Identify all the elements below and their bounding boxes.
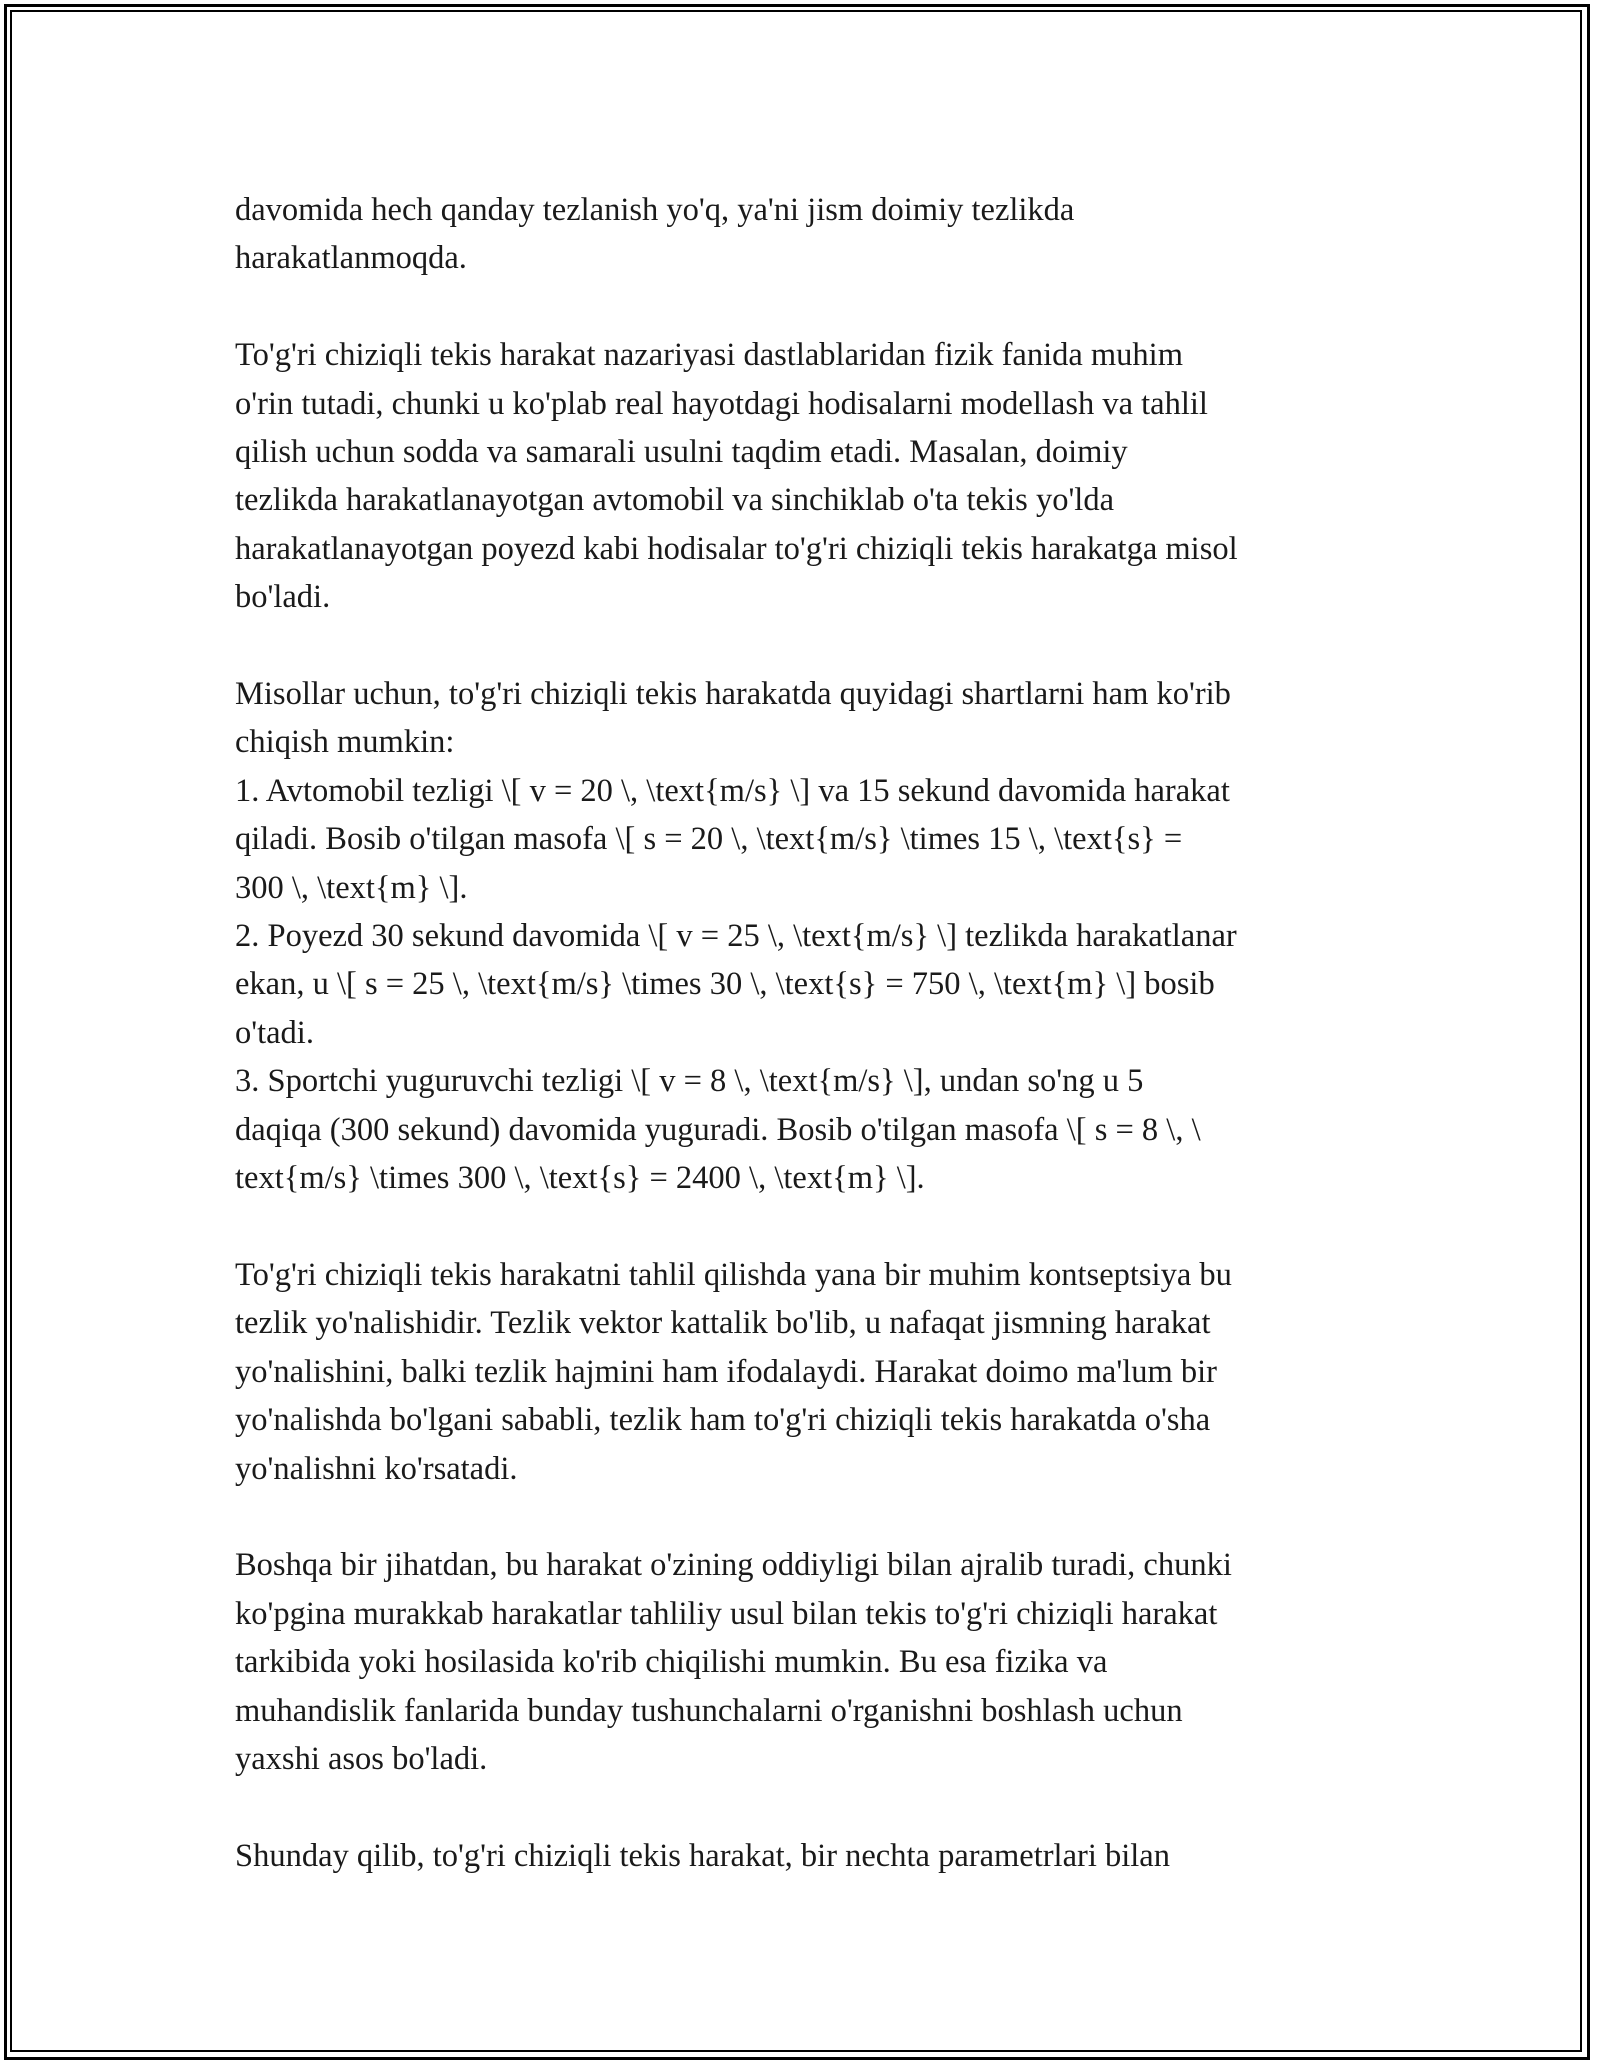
- text-line: bo'ladi.: [235, 579, 331, 616]
- text-line: harakatlanayotgan poyezd kabi hodisalar to'g'ri chiziqli tekis harakatga misol: [235, 530, 1238, 567]
- text-line: 3. Sportchi yuguruvchi tezligi \[ v = 8 \, \text{m/s} \], undan so'ng u 5: [235, 1063, 1144, 1100]
- text-line: ko'pgina murakkab harakatlar tahliliy usul bilan tekis to'g'ri chiziqli harakat: [235, 1595, 1218, 1632]
- text-line: To'g'ri chiziqli tekis harakat nazariyasi dastlablaridan fizik fanida muhim: [235, 337, 1183, 374]
- paragraph: [235, 1541, 1375, 1783]
- text-line: davomida hech qanday tezlanish yo'q, ya'ni jism doimiy tezlikda: [235, 192, 1075, 228]
- text-line: yo'nalishni ko'rsatadi.: [235, 1450, 518, 1487]
- text-line: chiqish mumkin:: [235, 724, 455, 761]
- text-line: ekan, u \[ s = 25 \, \text{m/s} \times 30 \, \text{s} = 750 \, \text{m} \] bosib: [235, 966, 1215, 1003]
- text-line: tezlikda harakatlanayotgan avtomobil va sinchiklab o'ta tekis yo'lda: [235, 482, 1115, 519]
- text-line: yo'nalishini, balki tezlik hajmini ham ifodalaydi. Harakat doimo ma'lum bir: [235, 1353, 1217, 1390]
- text-line: tezlik yo'nalishidir. Tezlik vektor kattalik bo'lib, u nafaqat jismning harakat: [235, 1305, 1211, 1342]
- text-line: tarkibida yoki hosilasida ko'rib chiqilishi mumkin. Bu esa fizika va: [235, 1644, 1108, 1681]
- paragraph: [235, 331, 1375, 621]
- paragraph: [235, 1251, 1375, 1493]
- text-line: o'tadi.: [235, 1014, 314, 1051]
- text-line: 1. Avtomobil tezligi \[ v = 20 \, \text{m/s} \] va 15 sekund davomida harakat: [235, 772, 1230, 809]
- text-line: To'g'ri chiziqli tekis harakatni tahlil qilishda yana bir muhim kontseptsiya bu: [235, 1256, 1232, 1293]
- text-line: harakatlanmoqda.: [235, 240, 467, 277]
- text-line: 300 \, \text{m} \].: [235, 869, 468, 906]
- text-line: daqiqa (300 sekund) davomida yuguradi. Bosib o'tilgan masofa \[ s = 8 \, \: [235, 1111, 1201, 1148]
- text-line: o'rin tutadi, chunki u ko'plab real hayotdagi hodisalarni modellash va tahlil: [235, 385, 1208, 422]
- text-line: muhandislik fanlarida bunday tushunchalarni o'rganishni boshlash uchun: [235, 1692, 1183, 1729]
- paragraph: [235, 186, 1375, 283]
- text-line: yo'nalishda bo'lgani sababli, tezlik ham to'g'ri chiziqli tekis harakatda o'sha: [235, 1402, 1211, 1439]
- text-line: qilish uchun sodda va samarali usulni taqdim etadi. Masalan, doimiy: [235, 434, 1128, 471]
- document-body: [235, 186, 1375, 1880]
- text-line: yaxshi asos bo'ladi.: [235, 1740, 488, 1777]
- text-line: qiladi. Bosib o'tilgan masofa \[ s = 20 \, \text{m/s} \times 15 \, \text{s} =: [235, 821, 1183, 858]
- text-line: text{m/s} \times 300 \, \text{s} = 2400 \, \text{m} \].: [235, 1160, 925, 1197]
- text-line: Shunday qilib, to'g'ri chiziqli tekis harakat, bir nechta parametrlari bilan: [235, 1837, 1170, 1874]
- text-line: Misollar uchun, to'g'ri chiziqli tekis harakatda quyidagi shartlarni ham ko'rib: [235, 676, 1231, 713]
- paragraph: [235, 670, 1375, 1202]
- text-line: 2. Poyezd 30 sekund davomida \[ v = 25 \, \text{m/s} \] tezlikda harakatlanar: [235, 918, 1237, 955]
- text-line: Boshqa bir jihatdan, bu harakat o'zining oddiyligi bilan ajralib turadi, chunki: [235, 1547, 1232, 1584]
- paragraph: [235, 1832, 1375, 1880]
